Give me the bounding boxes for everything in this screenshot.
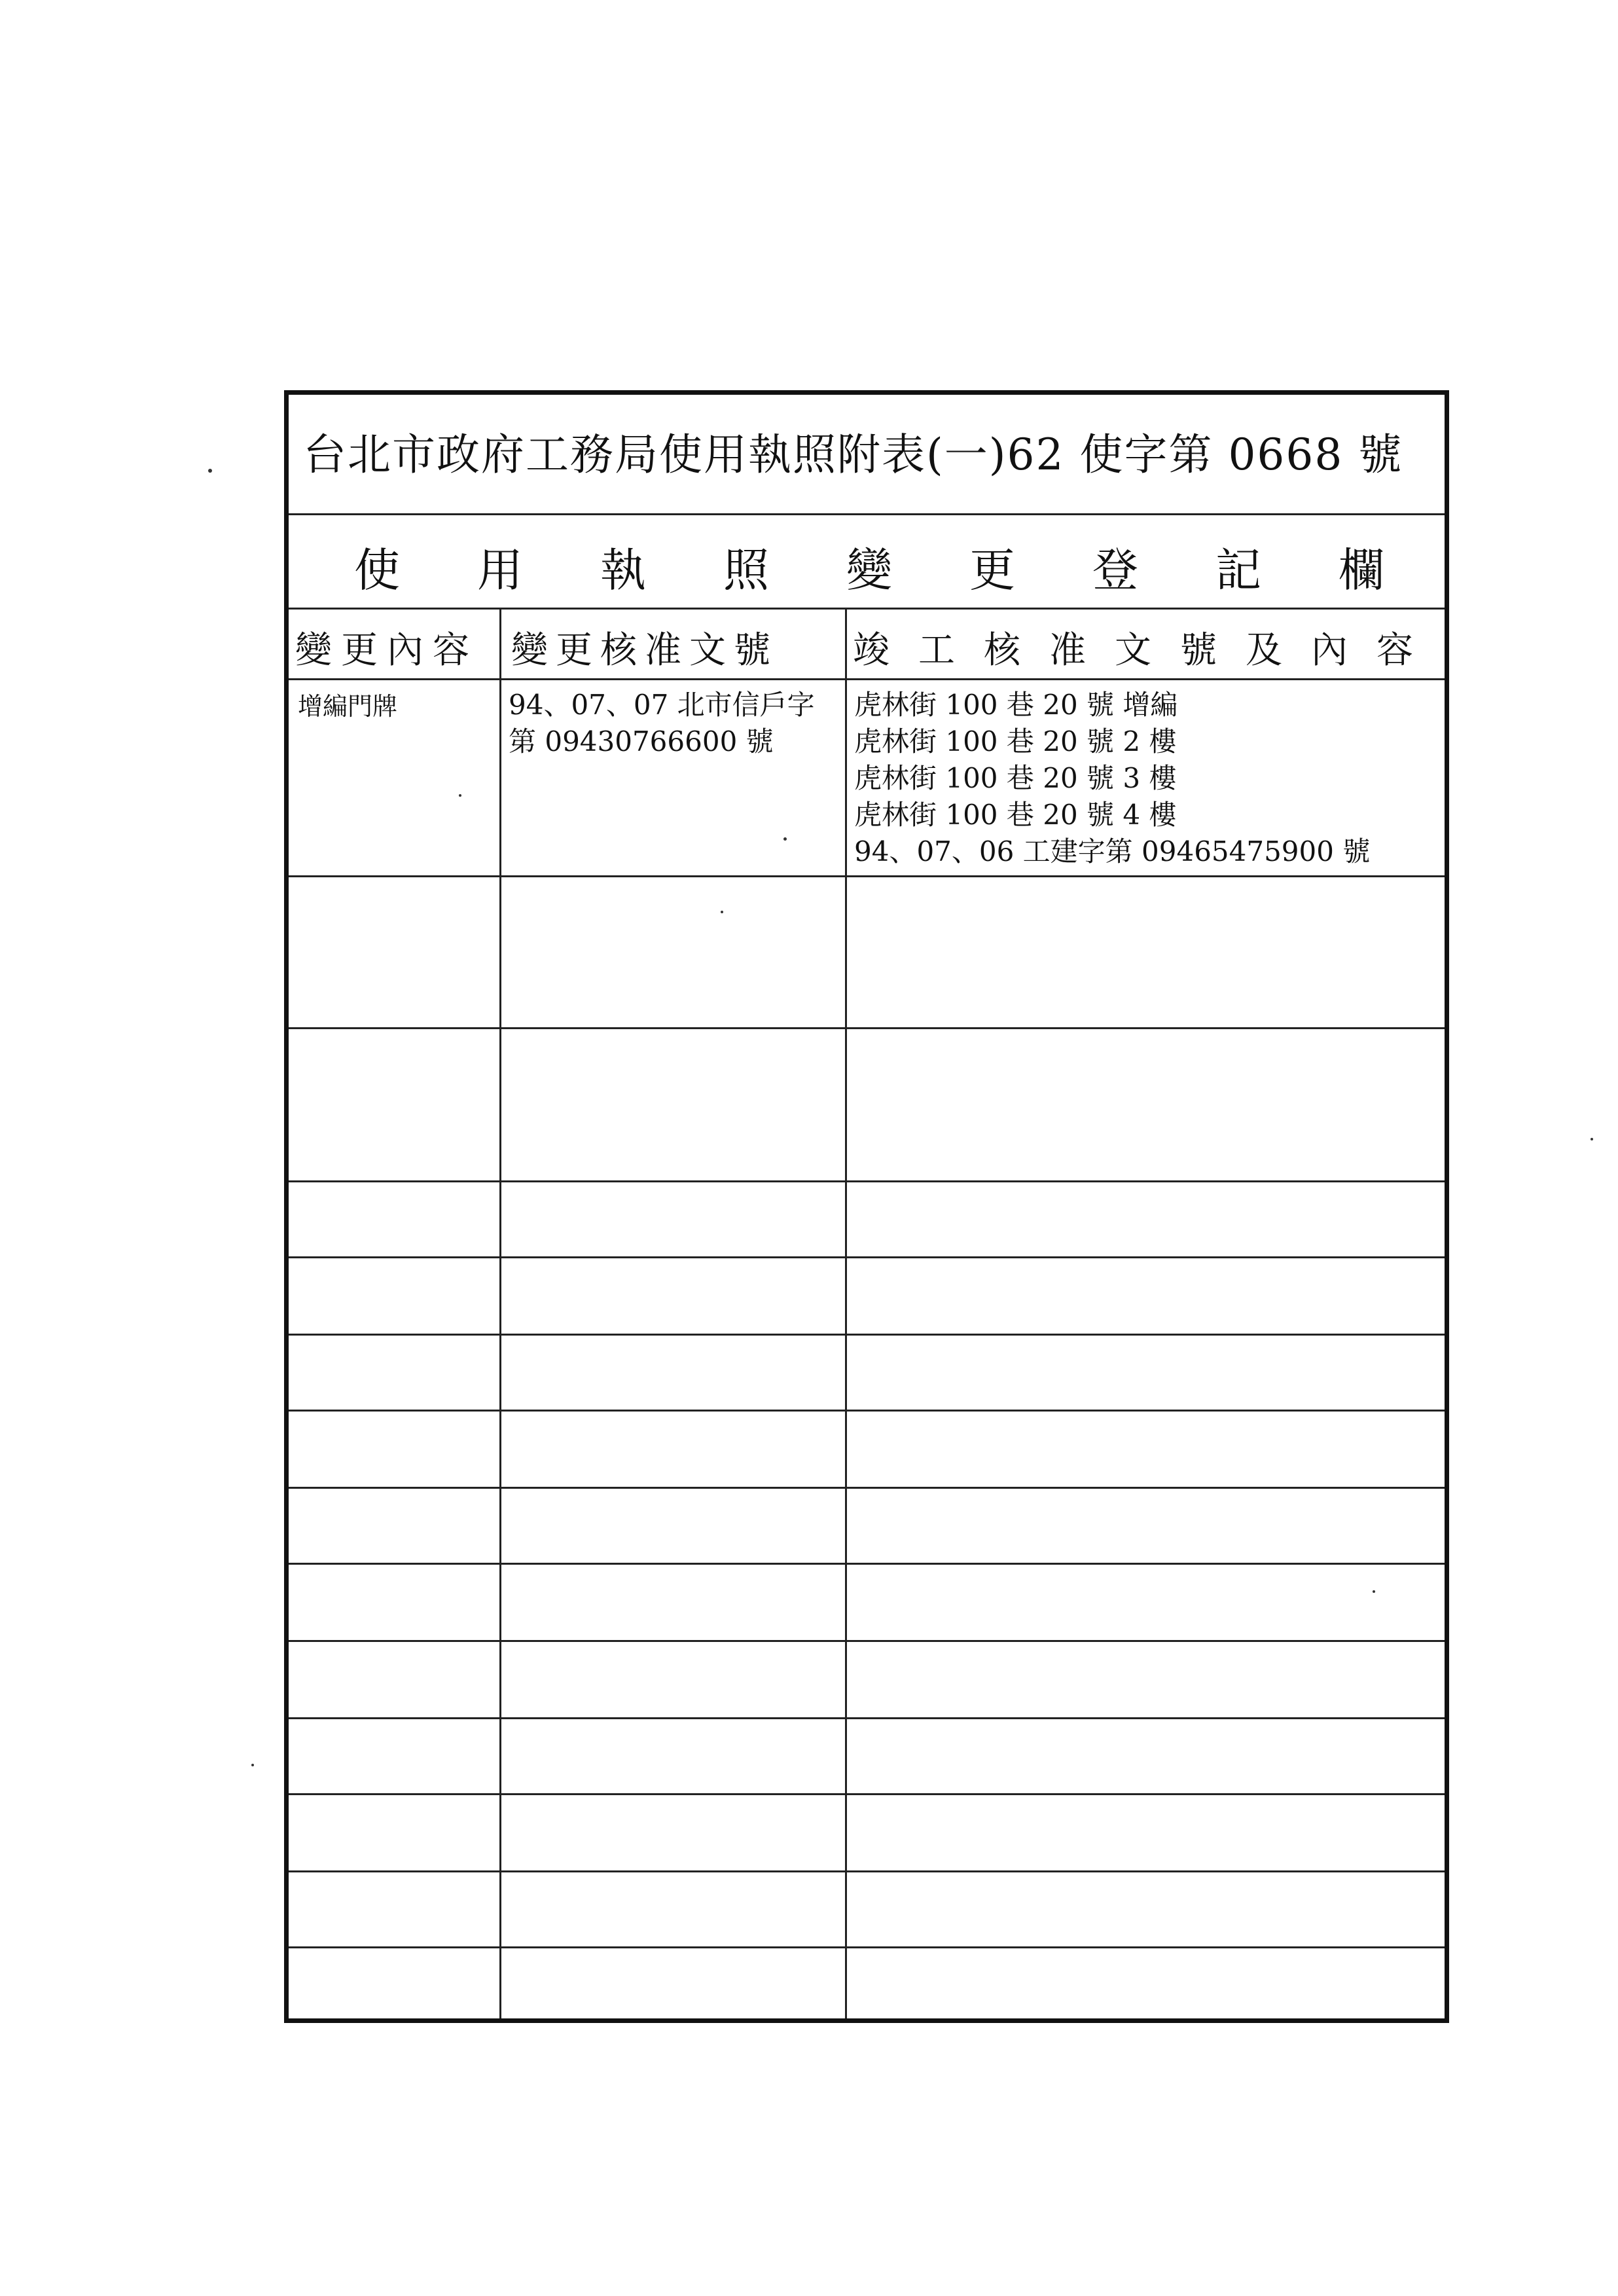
column-divider [499,610,501,2018]
completion-line: 虎林街 100 巷 20 號 4 樓 [854,799,1177,831]
row-divider [289,1717,1445,1719]
column-divider [845,610,847,2018]
row-1-change-content: 增編門牌 [298,692,398,721]
row-divider [289,1027,1445,1029]
scan-speck [721,911,723,913]
scan-speck [1373,1590,1375,1593]
completion-line: 虎林街 100 巷 20 號 2 樓 [854,725,1177,757]
column-header-completion-approval: 竣工核准文號及內容 [853,629,1442,672]
row-divider [289,1946,1445,1948]
row-divider [289,1487,1445,1489]
row-divider [289,1334,1445,1336]
row-divider [289,1870,1445,1872]
scan-speck [1591,1138,1593,1140]
row-divider [289,1410,1445,1412]
scan-speck [459,794,461,797]
column-header-change-content: 變更內容 [295,629,478,672]
completion-line: 虎林街 100 巷 20 號 3 樓 [854,762,1177,794]
row-divider [289,1563,1445,1565]
row-divider [289,875,1445,877]
form-title-row [289,395,1445,515]
approval-line: 94、07、07 北市信戶字 [509,689,815,721]
column-header-row [289,610,1445,680]
row-divider [289,1640,1445,1642]
scan-speck [251,1764,254,1766]
row-1-change-approval [509,687,815,760]
scan-speck [208,469,212,473]
usage-license-change-form [284,390,1462,2023]
row-divider [289,1180,1445,1182]
row-1-completion-approval [854,687,1370,870]
column-header-change-approval: 變更核准文號 [511,629,778,672]
form-title: 台北市政府工務局使用執照附表(一)62 使字第 0668 號 [303,429,1403,480]
approval-line: 第 09430766600 號 [509,725,774,757]
form-subtitle-row [289,515,1462,610]
scan-speck [783,837,787,841]
row-divider [289,1256,1445,1258]
row-divider [289,1793,1445,1795]
completion-line: 虎林街 100 巷 20 號 增編 [854,689,1178,721]
form-subtitle: 使用執照變更登記欄 [354,543,1462,597]
completion-line: 94、07、06 工建字第 09465475900 號 [854,835,1371,867]
